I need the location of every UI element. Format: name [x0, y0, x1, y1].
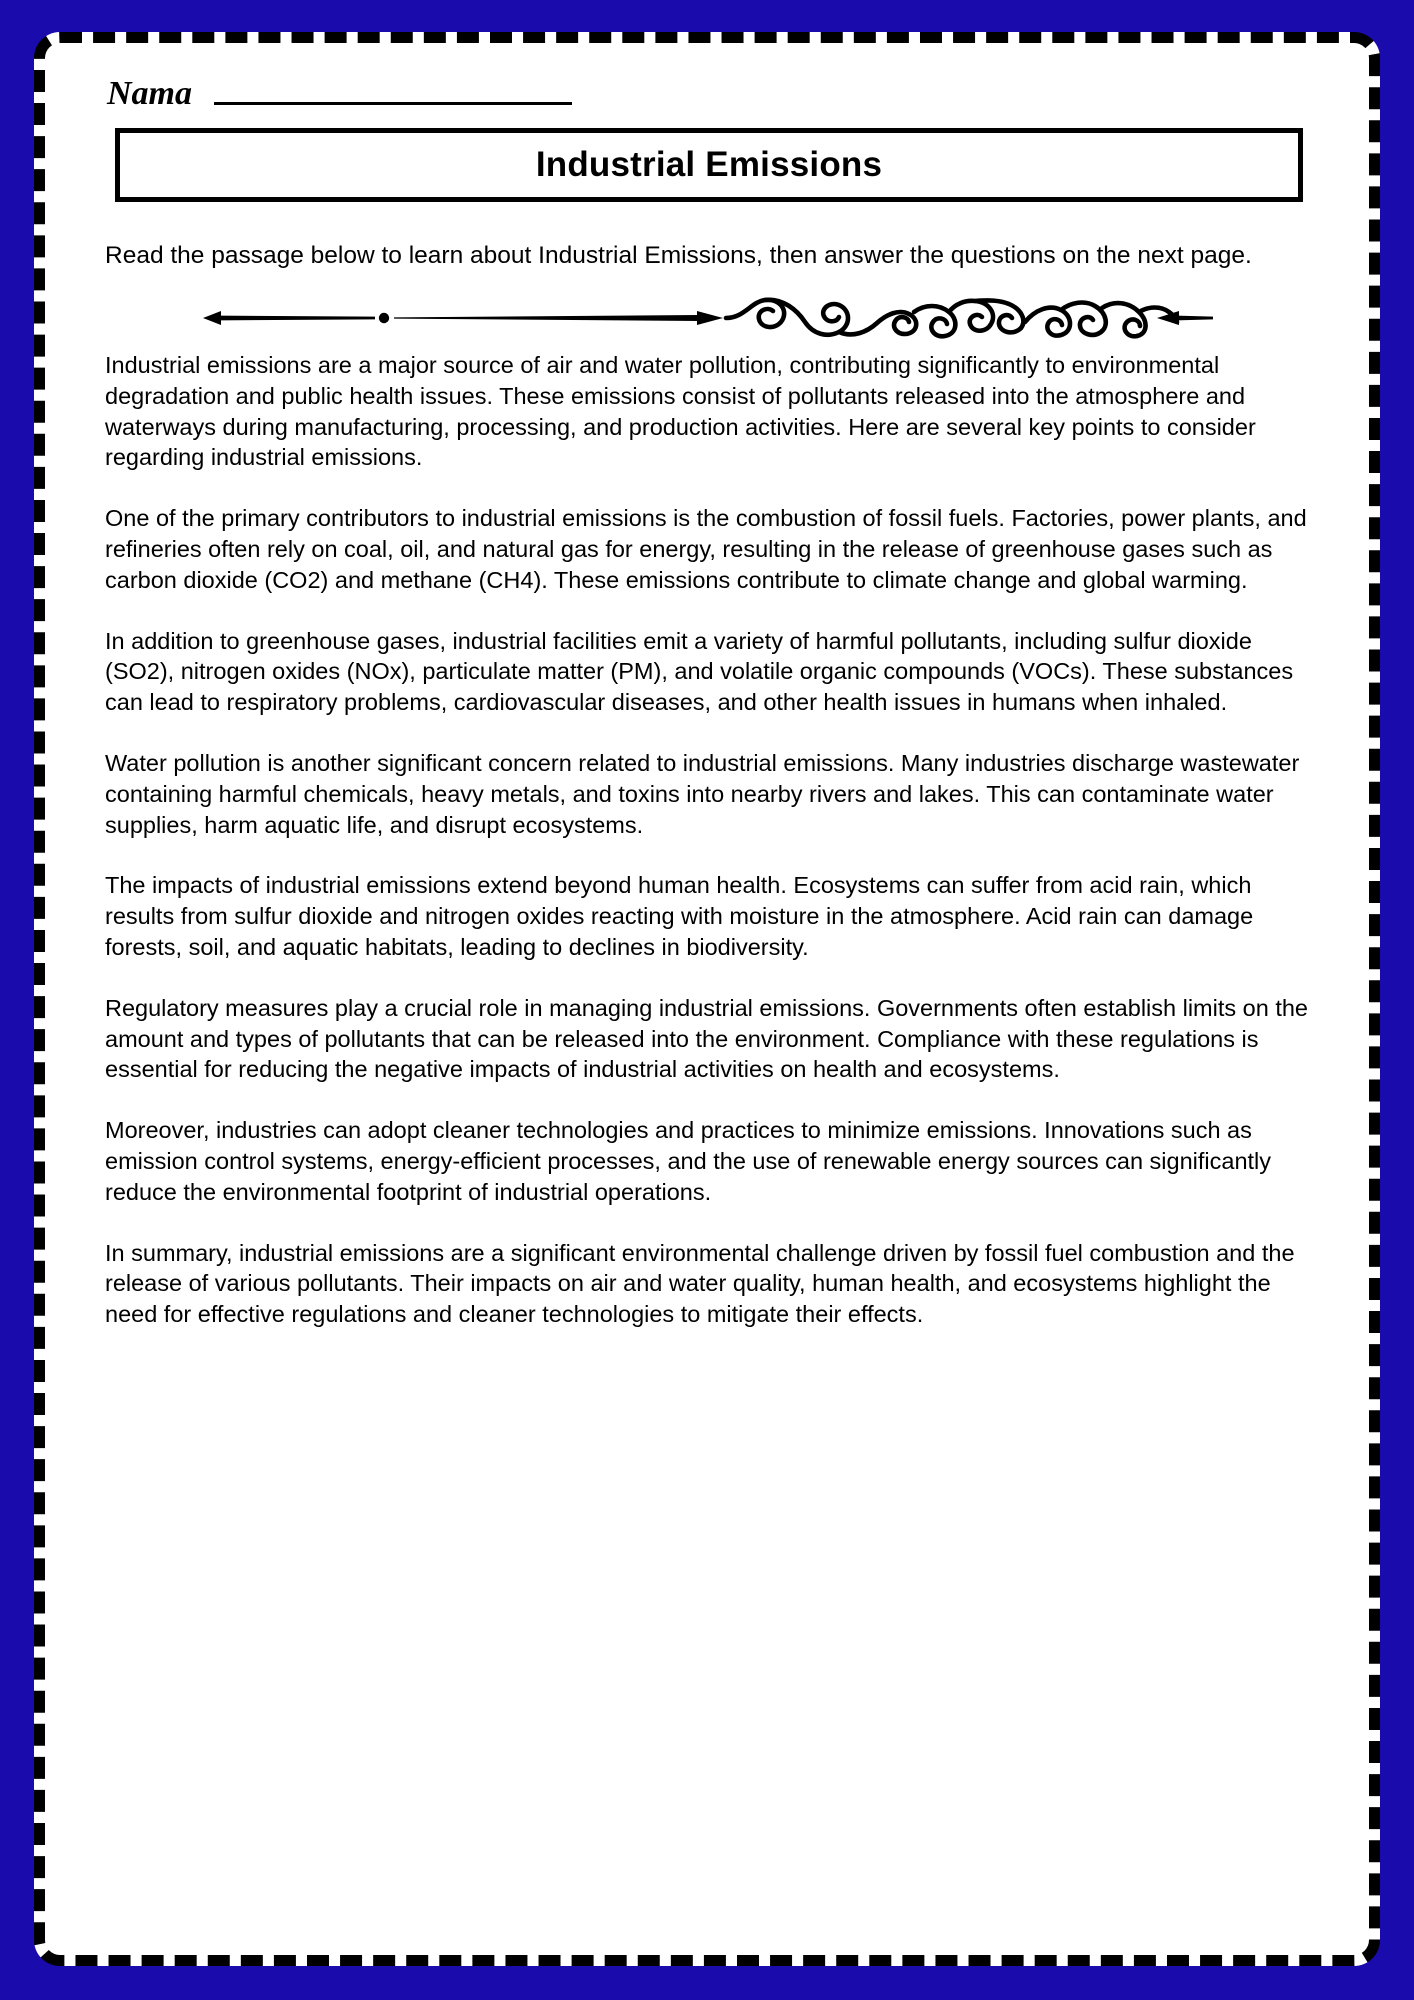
title-box — [115, 128, 1303, 202]
passage-paragraph: Moreover, industries can adopt cleaner technologies and practices to minimize emissions. Innovations such as emission control systems, energy-efficient processes, and the use of renewable energy sources can significantly reduce the environmental footprint of industrial operations. — [105, 1117, 1272, 1205]
passage-paragraph: The impacts of industrial emissions extend beyond human health. Ecosystems can suffer from acid rain, which results from sulfur dioxide and nitrogen oxides reacting with moisture in the atmosphere. Acid rain can damage forests, soil, and aquatic habitats, leading to declines in biodiversity. — [105, 872, 1254, 960]
worksheet-content — [45, 43, 1369, 1955]
ornamental-flourish-divider-icon — [83, 290, 1333, 346]
passage-paragraph: Regulatory measures play a crucial role in managing industrial emissions. Governments often establish limits on the amount and types of pollutants that can be released into the environment. Compliance with these regulations is essential for reducing the negative impacts of industrial activities on health and ecosystems. — [105, 994, 1308, 1083]
name-input-blank[interactable] — [214, 102, 572, 105]
instruction-text: Read the passage below to learn about Industrial Emissions, then answer the questions on the next page. — [105, 242, 1252, 269]
name-label: Nama — [107, 75, 192, 112]
passage-paragraph: Water pollution is another significant concern related to industrial emissions. Many industries discharge wastewater containing harmful chemicals, heavy metals, and toxins into nearby rivers and lakes. This can contaminate water supplies, harm aquatic life, and disrupt ecosystems. — [105, 749, 1300, 838]
passage-body — [105, 350, 1315, 1330]
passage-paragraph: In summary, industrial emissions are a significant environmental challenge driven by fossil fuel combustion and the release of various pollutants. Their impacts on air and water quality, human health, and ecosystems highlight the need for effective regulations and cleaner technologies to mitigate their effects. — [105, 1239, 1295, 1328]
passage-paragraph: One of the primary contributors to industrial emissions is the combustion of fossil fuels. Factories, power plants, and refineries often rely on coal, oil, and natural gas for energy, resulting in the release of greenhouse gases such as carbon dioxide (CO2) and methane (CH4). These emissions contribute to climate change and global warming. — [105, 505, 1307, 593]
name-row — [83, 61, 1333, 111]
passage-paragraph: Industrial emissions are a major source of air and water pollution, contributing significantly to environmental degradation and public health issues. These emissions consist of pollutants released into the atmosphere and waterways during manufacturing, processing, and production activities. Here are several key points to consider regarding industrial emissions. — [105, 352, 1256, 471]
worksheet-page — [34, 32, 1380, 1966]
page-title: Industrial Emissions — [535, 145, 883, 184]
passage-paragraph: In addition to greenhouse gases, industrial facilities emit a variety of harmful pollutants, including sulfur dioxide (SO2), nitrogen oxides (NOx), particulate matter (PM), and volatile organic compounds (VOCs). These substances can lead to respiratory problems, cardiovascular diseases, and other health issues in humans when inhaled. — [105, 627, 1294, 716]
